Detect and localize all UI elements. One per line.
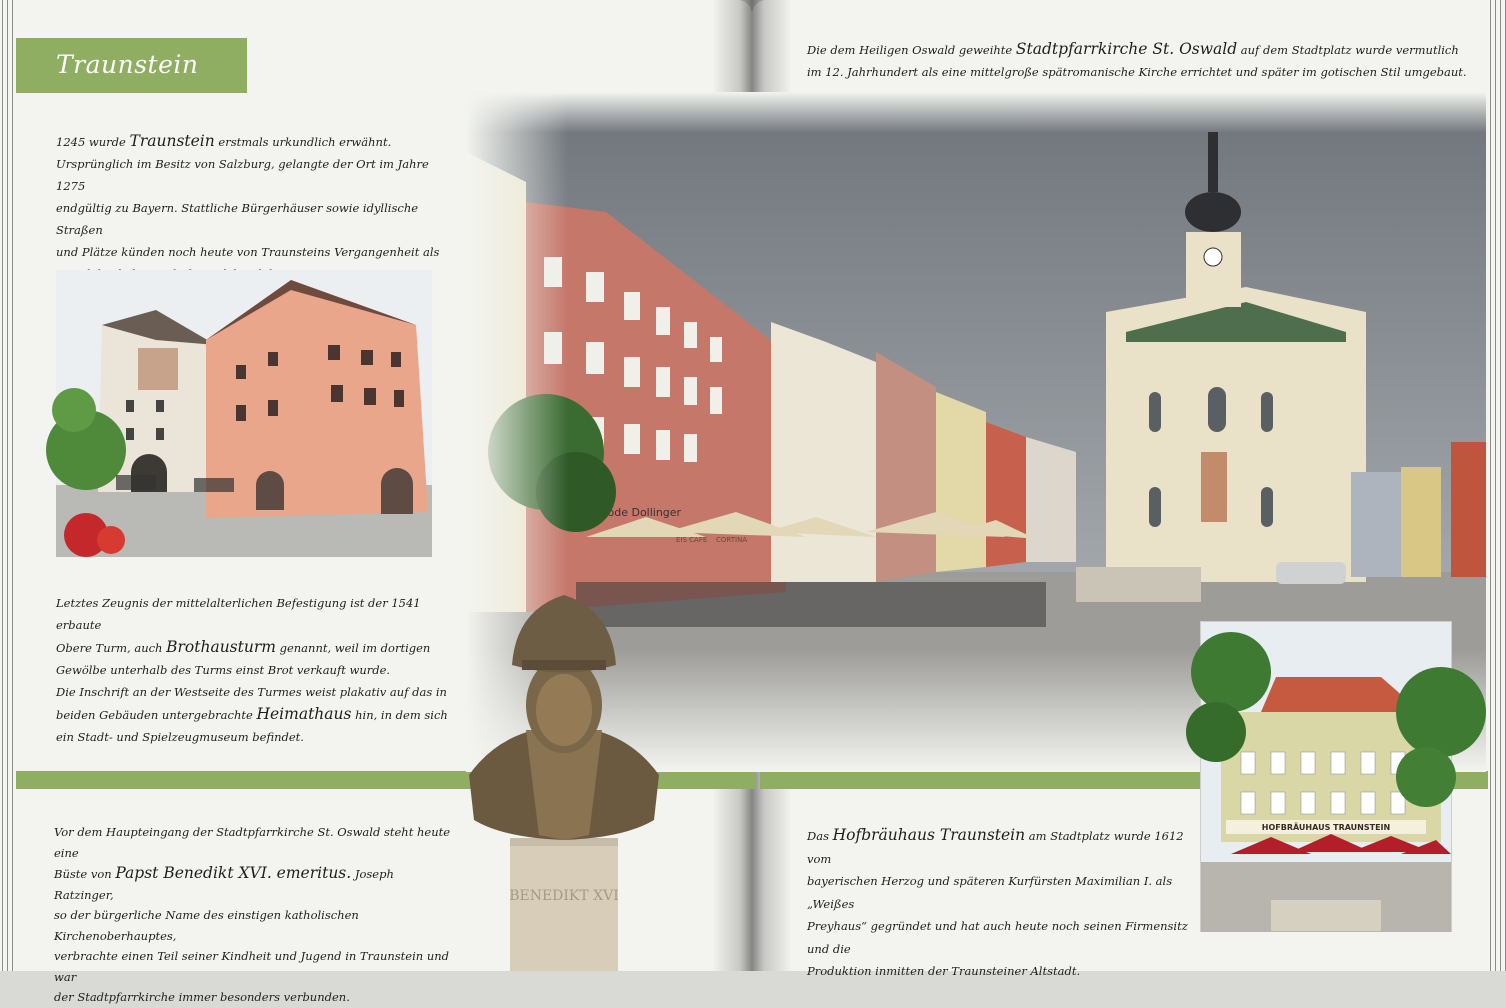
hofbraeuhaus-text: Das Hofbräuhaus Traunstein am Stadtplatz wurde 1612 vom bayerischen Herzog und späteren Kurfürsten Maximilian I. als „Weißes Preyhaus“ gegründet und hat auch heute noch seinen Firmensitz und die Produktion inmitten der Traunsteiner Altstadt. [807, 826, 1188, 978]
page-edges-right [1488, 0, 1506, 971]
page-title: Traunstein [56, 50, 199, 79]
page-edges-left [0, 0, 16, 971]
svg-text:BENEDIKT XVI: BENEDIKT XVI [509, 888, 619, 904]
photo-obere-turm [56, 270, 432, 557]
intro-text: 1245 wurde Traunstein erstmals urkundlich erwähnt. Ursprünglich im Besitz von Salzburg, gelangte der Ort im Jahre 1275 endgültig zu Bayern. Stattliche Bürgerhäuser sowie idyllische Straßen und Plätze künden noch heute von Traunsteins Vergangenheit als [56, 132, 440, 259]
svg-text:HOFBRÄUHAUS TRAUNSTEIN: HOFBRÄUHAUS TRAUNSTEIN [1261, 823, 1391, 832]
church-text: Die dem Heiligen Oswald geweihte Stadtpfarrkirche St. Oswald auf dem Stadtplatz wurde vermutlich im 12. Jahrhundert als eine mittelgroße spätromanische Kirche errichtet und später im gotischen Stil umgebaut. [807, 40, 1467, 79]
pope-text: Vor dem Haupteingang der Stadtpfarrkirche St. Oswald steht heute eine Büste von Papst Benedikt XVI. emeritus. Joseph Ratzinger, so der bürgerliche Name des einstigen katholischen Kirchenoberhauptes, verbrachte einen Teil seiner Kindheit und Jugend in Traunstein und war der Stadtpfarrkirche immer besonders verbunden. [54, 825, 451, 1004]
photo-hofbraeuhaus [1200, 621, 1452, 932]
photo-pope-bust [464, 590, 664, 971]
tower-text: Letztes Zeugnis der mittelalterlichen Befestigung ist der 1541 erbaute Obere Turm, auch Brothausturm genannt, weil im dortigen Gewölbe unterhalb des Turms einst Brot verkauft wurde. Die Inschrift an der Westseite des Turmes weist plakativ auf das in beiden Gebäuden untergebrachte Heimathaus hin, in dem sich ein Stadt- und Spielzeugmuseum befindet. [56, 596, 448, 744]
